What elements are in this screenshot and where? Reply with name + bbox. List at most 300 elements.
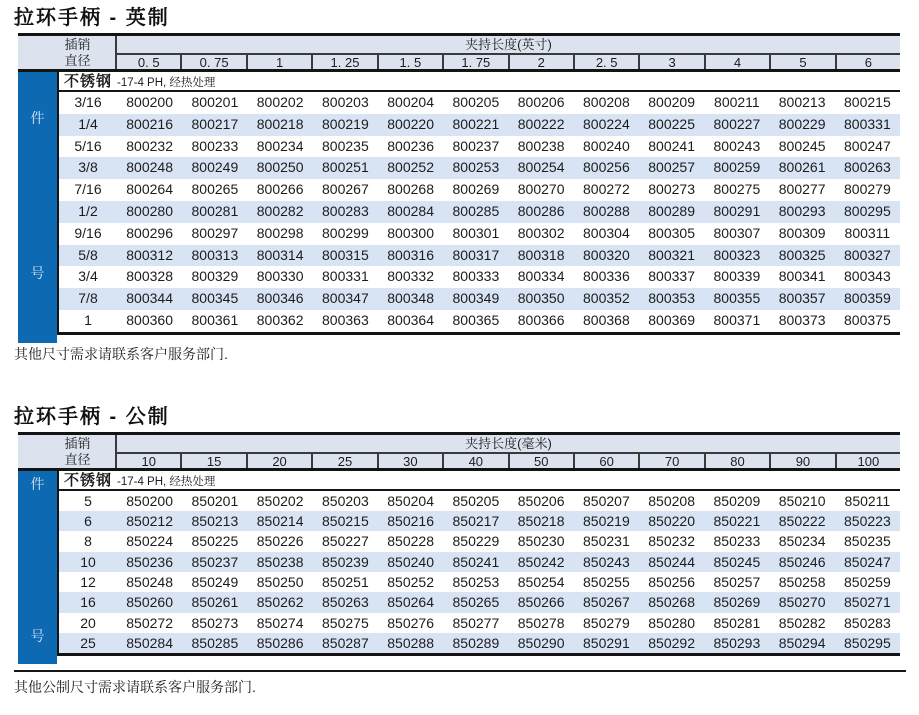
- part-number-cell: 850247: [844, 553, 891, 570]
- part-number-cell: 850293: [713, 634, 761, 651]
- part-number-cell: 800234: [256, 137, 304, 154]
- part-number-cell: 800330: [256, 268, 304, 285]
- clamp-length-column-header: 60: [573, 454, 638, 468]
- part-number-cell: 850205: [452, 492, 500, 509]
- part-number-cell: 850241: [452, 553, 500, 570]
- part-number-cell: 800266: [256, 181, 304, 198]
- pin-diameter-cell: 10: [80, 553, 96, 570]
- part-number-cell: 850215: [322, 513, 369, 530]
- part-number-cell: 850246: [778, 553, 826, 570]
- part-number-cell: 800251: [322, 159, 369, 176]
- part-number-cell: 850210: [778, 492, 826, 509]
- part-number-cell: 800275: [713, 181, 761, 198]
- part-number-cell: 850207: [583, 492, 630, 509]
- part-number-cell: 850240: [387, 553, 434, 570]
- side-label-bottom: 号: [30, 264, 45, 281]
- part-number-cell: 850272: [126, 614, 173, 631]
- part-number-cell: 800203: [322, 94, 369, 110]
- table-row: [59, 491, 900, 511]
- clamp-length-column-header: 0. 75: [180, 55, 245, 69]
- part-number-cell: 850218: [517, 513, 565, 530]
- table-row: [59, 201, 900, 223]
- pin-diameter-cell: 8: [84, 533, 92, 550]
- part-number-cell: 850291: [583, 634, 630, 651]
- part-number-cell: 800359: [844, 290, 891, 307]
- part-number-cell: 850245: [713, 553, 761, 570]
- part-number-cell: 800217: [191, 115, 239, 132]
- part-number-cell: 800353: [648, 290, 695, 307]
- table-row: [59, 157, 900, 179]
- part-number-cell: 800263: [844, 159, 891, 176]
- table-row: [59, 245, 900, 267]
- part-number-cell: 800206: [517, 94, 565, 110]
- part-number-cell: 800200: [126, 94, 173, 110]
- part-number-cell: 800283: [322, 202, 369, 219]
- part-number-cell: 850226: [256, 533, 304, 550]
- part-number-cell: 800313: [191, 246, 239, 263]
- pin-diameter-cell: 7/8: [78, 290, 98, 307]
- part-number-cell: 850233: [713, 533, 761, 550]
- part-number-cell: 850234: [778, 533, 826, 550]
- part-number-cell: 850277: [452, 614, 500, 631]
- table-row: [59, 288, 900, 310]
- pin-diameter-header-line1: 插销: [64, 37, 91, 52]
- clamp-length-column-header: 2. 5: [573, 55, 638, 69]
- pin-diameter-cell: 20: [80, 614, 96, 631]
- pin-diameter-cell: 16: [80, 594, 96, 611]
- part-number-cell: 800281: [191, 202, 239, 219]
- part-number-cell: 800357: [778, 290, 826, 307]
- part-number-cell: 850216: [387, 513, 434, 530]
- part-number-cell: 850275: [322, 614, 369, 631]
- part-number-cell: 800345: [191, 290, 239, 307]
- part-number-cell: 850271: [844, 594, 891, 611]
- part-number-cell: 850209: [713, 492, 761, 509]
- part-number-side-band: [18, 471, 57, 664]
- imperial-table-content: [57, 72, 900, 335]
- part-number-cell: 800298: [256, 224, 304, 241]
- part-number-cell: 850265: [452, 594, 500, 611]
- part-number-cell: 800375: [844, 311, 891, 328]
- part-number-cell: 800237: [452, 137, 500, 154]
- table-row: [59, 92, 900, 114]
- part-number-cell: 850276: [387, 614, 434, 631]
- part-number-cell: 800286: [517, 202, 565, 219]
- metric-table-body: [18, 471, 900, 656]
- pin-diameter-cell: 9/16: [74, 224, 102, 241]
- part-number-cell: 850278: [517, 614, 565, 631]
- part-number-cell: 800247: [844, 137, 891, 154]
- part-number-side-band: [18, 72, 57, 343]
- part-number-cell: 800318: [517, 246, 565, 263]
- part-number-cell: 800218: [256, 115, 304, 132]
- table-row: [59, 114, 900, 136]
- table-row: [59, 266, 900, 288]
- part-number-cell: 850242: [517, 553, 565, 570]
- part-number-cell: 800321: [648, 246, 695, 263]
- part-number-cell: 850236: [126, 553, 173, 570]
- part-number-cell: 800296: [126, 224, 173, 241]
- part-number-cell: 800288: [583, 202, 630, 219]
- pin-diameter-cell: 12: [80, 573, 96, 590]
- part-number-cell: 800348: [387, 290, 434, 307]
- part-number-cell: 800245: [778, 137, 826, 154]
- pin-diameter-header-line2: 直径: [64, 451, 91, 467]
- pin-diameter-cell: 5/16: [74, 137, 102, 154]
- part-number-cell: 850259: [844, 573, 891, 590]
- part-number-cell: 800291: [713, 202, 761, 219]
- part-number-cell: 800257: [648, 159, 695, 176]
- part-number-cell: 800366: [517, 311, 565, 328]
- part-number-cell: 800209: [648, 94, 695, 110]
- clamp-length-header: 夹持长度(毫米): [465, 435, 552, 451]
- part-number-cell: 800337: [648, 268, 695, 285]
- clamp-length-column-header: 4: [704, 55, 769, 69]
- part-number-cell: 800317: [452, 246, 500, 263]
- part-number-cell: 800316: [387, 246, 434, 263]
- part-number-cell: 800273: [648, 181, 695, 198]
- part-number-cell: 800350: [517, 290, 565, 307]
- part-number-cell: 800221: [452, 115, 500, 132]
- part-number-cell: 800352: [583, 290, 630, 307]
- part-number-cell: 800264: [126, 181, 173, 198]
- part-number-cell: 800202: [256, 94, 304, 110]
- part-number-cell: 800336: [583, 268, 630, 285]
- part-number-cell: 800204: [387, 94, 434, 110]
- clamp-length-column-header: 3: [638, 55, 703, 69]
- table-row: [59, 633, 900, 653]
- part-number-cell: 800315: [322, 246, 369, 263]
- part-number-cell: 800219: [322, 115, 369, 132]
- part-number-cell: 850203: [322, 492, 369, 509]
- part-number-cell: 800252: [387, 159, 434, 176]
- part-number-cell: 800236: [387, 137, 434, 154]
- clamp-length-header: 夹持长度(英寸): [465, 37, 552, 52]
- part-number-cell: 850244: [648, 553, 695, 570]
- part-number-cell: 800261: [778, 159, 826, 176]
- part-number-cell: 850249: [191, 573, 239, 590]
- part-number-cell: 800334: [517, 268, 565, 285]
- pin-diameter-cell: 7/16: [74, 181, 102, 198]
- metric-table-content: [57, 471, 900, 656]
- clamp-length-column-header: 5: [769, 55, 834, 69]
- part-number-cell: 850232: [648, 533, 695, 550]
- part-number-cell: 850266: [517, 594, 565, 611]
- part-number-cell: 800254: [517, 159, 565, 176]
- part-number-cell: 850284: [126, 634, 173, 651]
- part-number-cell: 850286: [256, 634, 304, 651]
- part-number-cell: 850235: [844, 533, 891, 550]
- clamp-length-column-header: 80: [704, 454, 769, 468]
- metric-table: [18, 432, 900, 656]
- part-number-cell: 800368: [583, 311, 630, 328]
- part-number-cell: 850282: [778, 614, 826, 631]
- clamp-length-column-header: 1. 75: [442, 55, 507, 69]
- part-number-cell: 850269: [713, 594, 761, 611]
- table-row: [59, 511, 900, 531]
- metric-table-header: [18, 432, 900, 471]
- clamp-length-column-header: 1: [246, 55, 311, 69]
- clamp-length-column-header: 25: [311, 454, 376, 468]
- clamp-length-column-header: 20: [246, 454, 311, 468]
- part-number-cell: 850263: [322, 594, 369, 611]
- part-number-cell: 850227: [322, 533, 369, 550]
- part-number-cell: 850214: [256, 513, 304, 530]
- part-number-cell: 800233: [191, 137, 239, 154]
- clamp-length-column-header: 6: [835, 55, 900, 69]
- part-number-cell: 800299: [322, 224, 369, 241]
- part-number-cell: 850243: [583, 553, 630, 570]
- clamp-length-columns: [117, 53, 900, 69]
- part-number-cell: 800373: [778, 311, 826, 328]
- part-number-cell: 800224: [583, 115, 630, 132]
- part-number-cell: 800365: [452, 311, 500, 328]
- material-note-row: [59, 72, 900, 92]
- side-label-bottom: 号: [30, 628, 45, 645]
- pin-diameter-cell: 3/16: [74, 94, 102, 110]
- part-number-cell: 850212: [126, 513, 173, 530]
- part-number-cell: 850230: [517, 533, 565, 550]
- part-number-cell: 800355: [713, 290, 761, 307]
- part-number-cell: 800311: [844, 224, 891, 241]
- pin-diameter-cell: 6: [84, 513, 92, 530]
- part-number-cell: 850202: [256, 492, 304, 509]
- part-number-cell: 850251: [322, 573, 369, 590]
- pin-diameter-cell: 1/2: [78, 202, 98, 219]
- part-number-cell: 800284: [387, 202, 434, 219]
- part-number-cell: 800363: [322, 311, 369, 328]
- imperial-table-body: [18, 72, 900, 335]
- part-number-cell: 850267: [583, 594, 630, 611]
- part-number-cell: 850254: [517, 573, 565, 590]
- clamp-length-header-group: [115, 435, 900, 468]
- part-number-cell: 800323: [713, 246, 761, 263]
- part-number-cell: 850262: [256, 594, 304, 611]
- clamp-length-column-header: 1. 5: [377, 55, 442, 69]
- part-number-cell: 800229: [778, 115, 826, 132]
- part-number-cell: 850283: [844, 614, 891, 631]
- part-number-cell: 800300: [387, 224, 434, 241]
- part-number-cell: 800240: [583, 137, 630, 154]
- part-number-cell: 800272: [583, 181, 630, 198]
- part-number-cell: 800331: [844, 115, 891, 132]
- part-number-cell: 800270: [517, 181, 565, 198]
- part-number-cell: 850238: [256, 553, 304, 570]
- part-number-cell: 800201: [191, 94, 239, 110]
- table-row: [59, 223, 900, 245]
- page-title-imperial: 拉环手柄 - 英制: [14, 7, 170, 29]
- part-number-cell: 850223: [844, 513, 891, 530]
- part-number-cell: 850253: [452, 573, 500, 590]
- part-number-cell: 800285: [452, 202, 500, 219]
- pin-diameter-cell: 25: [80, 634, 96, 651]
- part-number-cell: 850201: [191, 492, 239, 509]
- part-number-cell: 800320: [583, 246, 630, 263]
- material-spec: -17-4 PH, 经热处理: [117, 475, 216, 488]
- part-number-cell: 850228: [387, 533, 434, 550]
- part-number-cell: 800248: [126, 159, 173, 176]
- clamp-length-column-header: 50: [508, 454, 573, 468]
- clamp-length-column-header: 0. 5: [137, 55, 160, 70]
- part-number-cell: 850220: [648, 513, 695, 530]
- part-number-cell: 850225: [191, 533, 239, 550]
- part-number-cell: 850217: [452, 513, 500, 530]
- part-number-cell: 850219: [583, 513, 630, 530]
- pin-diameter-header: [18, 36, 115, 69]
- part-number-cell: 850252: [387, 573, 434, 590]
- table-row: [59, 613, 900, 633]
- table-row: [59, 179, 900, 201]
- clamp-length-column-header: 90: [769, 454, 834, 468]
- table-row: [59, 136, 900, 158]
- part-number-cell: 850213: [191, 513, 239, 530]
- part-number-cell: 850289: [452, 634, 500, 651]
- part-number-cell: 800293: [778, 202, 826, 219]
- part-number-cell: 800232: [126, 137, 173, 154]
- part-number-cell: 800332: [387, 268, 434, 285]
- part-number-cell: 800328: [126, 268, 173, 285]
- part-number-cell: 800371: [713, 311, 761, 328]
- part-number-cell: 800364: [387, 311, 434, 328]
- table-row: [59, 572, 900, 592]
- part-number-cell: 850204: [387, 492, 434, 509]
- part-number-cell: 800343: [844, 268, 891, 285]
- part-number-cell: 800216: [126, 115, 173, 132]
- part-number-cell: 850200: [126, 492, 173, 509]
- part-number-cell: 800220: [387, 115, 434, 132]
- table-row: [59, 592, 900, 612]
- part-number-cell: 800307: [713, 224, 761, 241]
- part-number-cell: 850290: [517, 634, 565, 651]
- part-number-cell: 800314: [256, 246, 304, 263]
- imperial-table: [18, 33, 900, 335]
- part-number-cell: 800269: [452, 181, 500, 198]
- part-number-cell: 800211: [714, 94, 760, 110]
- pin-diameter-cell: 1/4: [78, 115, 98, 132]
- part-number-cell: 800213: [778, 94, 826, 110]
- part-number-cell: 800339: [713, 268, 761, 285]
- page-bottom-divider: [14, 670, 906, 672]
- part-number-cell: 800280: [126, 202, 173, 219]
- part-number-cell: 800331: [322, 268, 369, 285]
- material-note-row: [59, 471, 900, 491]
- part-number-cell: 850206: [517, 492, 565, 509]
- part-number-cell: 800222: [517, 115, 565, 132]
- part-number-cell: 800312: [126, 246, 173, 263]
- part-number-cell: 850273: [191, 614, 239, 631]
- part-number-cell: 800215: [844, 94, 891, 110]
- part-number-cell: 800208: [583, 94, 630, 110]
- part-number-cell: 800305: [648, 224, 695, 241]
- part-number-cell: 850224: [126, 533, 173, 550]
- part-number-cell: 850258: [778, 573, 826, 590]
- part-number-cell: 800329: [191, 268, 239, 285]
- part-number-cell: 850264: [387, 594, 434, 611]
- part-number-cell: 800344: [126, 290, 173, 307]
- part-number-cell: 800259: [713, 159, 761, 176]
- part-number-cell: 800302: [517, 224, 565, 241]
- pin-diameter-cell: 5/8: [78, 246, 98, 263]
- part-number-cell: 800235: [322, 137, 369, 154]
- part-number-cell: 850292: [648, 634, 695, 651]
- part-number-cell: 850257: [713, 573, 761, 590]
- side-label-top: 件: [30, 475, 45, 492]
- clamp-length-column-header: 70: [638, 454, 703, 468]
- clamp-length-column-header: 40: [442, 454, 507, 468]
- clamp-length-header-group: [115, 36, 900, 69]
- part-number-cell: 850239: [322, 553, 369, 570]
- part-number-cell: 850222: [778, 513, 826, 530]
- part-number-cell: 800347: [322, 290, 369, 307]
- table-row: [59, 531, 900, 551]
- part-number-cell: 850294: [778, 634, 826, 651]
- pin-diameter-header-line1: 插销: [64, 435, 91, 451]
- part-number-cell: 800253: [452, 159, 500, 176]
- pin-diameter-header-line2: 直径: [64, 53, 91, 68]
- part-number-cell: 800205: [452, 94, 500, 110]
- part-number-cell: 800341: [778, 268, 826, 285]
- table-row: [59, 310, 900, 332]
- material-spec: -17-4 PH, 经热处理: [117, 77, 216, 89]
- part-number-cell: 850280: [648, 614, 695, 631]
- pin-diameter-cell: 3/8: [78, 159, 98, 176]
- material-name: 不锈钢: [64, 73, 113, 90]
- part-number-cell: 800325: [778, 246, 826, 263]
- part-number-cell: 850256: [648, 573, 695, 590]
- part-number-cell: 800369: [648, 311, 695, 328]
- part-number-cell: 800250: [256, 159, 304, 176]
- part-number-cell: 850260: [126, 594, 173, 611]
- clamp-length-column-header: 1. 25: [311, 55, 376, 69]
- pin-diameter-header: [18, 435, 115, 468]
- part-number-cell: 850248: [126, 573, 173, 590]
- pin-diameter-cell: 3/4: [78, 268, 98, 285]
- part-number-cell: 800241: [648, 137, 695, 154]
- clamp-length-column-header: 30: [377, 454, 442, 468]
- part-number-cell: 800256: [583, 159, 630, 176]
- part-number-cell: 800304: [583, 224, 630, 241]
- part-number-cell: 800297: [191, 224, 239, 241]
- part-number-cell: 800249: [191, 159, 239, 176]
- part-number-cell: 850261: [191, 594, 239, 611]
- part-number-cell: 800265: [191, 181, 239, 198]
- part-number-cell: 850285: [191, 634, 239, 651]
- part-number-cell: 800282: [256, 202, 304, 219]
- metric-footnote: 其他公制尺寸需求请联系客户服务部门.: [14, 679, 256, 696]
- part-number-cell: 800277: [778, 181, 826, 198]
- part-number-cell: 800289: [648, 202, 695, 219]
- part-number-cell: 800360: [126, 311, 173, 328]
- part-number-cell: 800333: [452, 268, 500, 285]
- part-number-cell: 800301: [452, 224, 500, 241]
- part-number-cell: 850231: [583, 533, 630, 550]
- part-number-cell: 800279: [844, 181, 891, 198]
- part-number-cell: 800225: [648, 115, 695, 132]
- clamp-length-column-header: 2: [508, 55, 573, 69]
- part-number-cell: 800267: [322, 181, 369, 198]
- clamp-length-column-header: 100: [835, 454, 900, 468]
- part-number-cell: 850229: [452, 533, 500, 550]
- part-number-cell: 850211: [844, 492, 891, 509]
- pin-diameter-cell: 1: [84, 311, 92, 328]
- part-number-cell: 800238: [517, 137, 565, 154]
- part-number-cell: 800361: [191, 311, 239, 328]
- imperial-part-rows: [59, 92, 900, 332]
- imperial-footnote: 其他尺寸需求请联系客户服务部门.: [14, 345, 228, 362]
- table-row: [59, 552, 900, 572]
- page-title-metric: 拉环手柄 - 公制: [14, 405, 170, 428]
- part-number-cell: 850270: [778, 594, 826, 611]
